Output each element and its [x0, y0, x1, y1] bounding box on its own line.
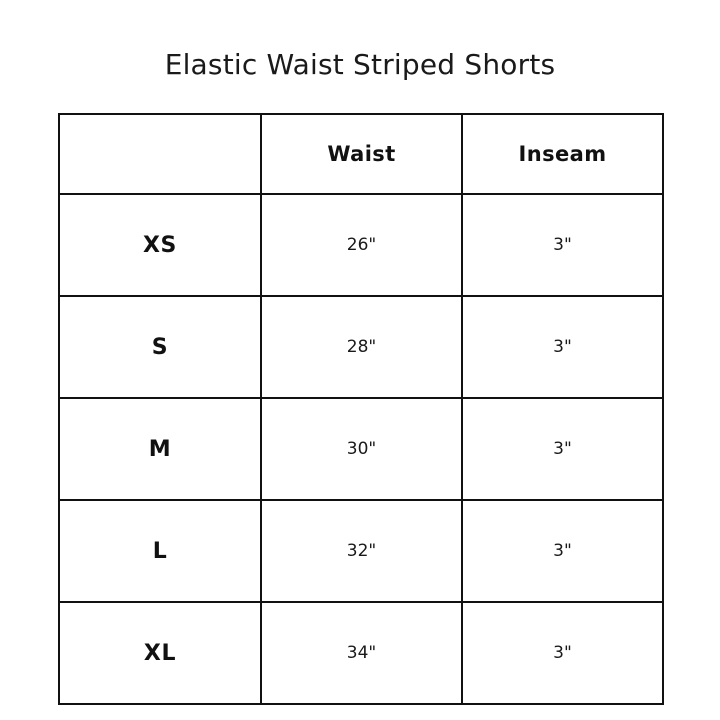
column-header-waist: Waist: [261, 114, 462, 194]
table-body: [59, 194, 663, 704]
row-inseam-value: 3": [462, 398, 663, 500]
row-inseam-value: 3": [462, 296, 663, 398]
row-size-label: L: [59, 500, 261, 602]
row-waist-value: 32": [261, 500, 462, 602]
table-row: [59, 602, 663, 704]
column-header-inseam: Inseam: [462, 114, 663, 194]
row-size-label: XL: [59, 602, 261, 704]
table-header-row: [59, 114, 663, 194]
row-waist-value: 30": [261, 398, 462, 500]
row-waist-value: 34": [261, 602, 462, 704]
row-waist-value: 28": [261, 296, 462, 398]
row-inseam-value: 3": [462, 194, 663, 296]
row-size-label: XS: [59, 194, 261, 296]
size-chart-table: [58, 113, 664, 705]
row-inseam-value: 3": [462, 602, 663, 704]
table-row: [59, 500, 663, 602]
table-row: [59, 398, 663, 500]
table-row: [59, 194, 663, 296]
page-title: Elastic Waist Striped Shorts: [164, 48, 556, 81]
row-inseam-value: 3": [462, 500, 663, 602]
table-row: [59, 296, 663, 398]
table-corner-cell: [59, 114, 261, 194]
row-size-label: M: [59, 398, 261, 500]
row-waist-value: 26": [261, 194, 462, 296]
table-header: [59, 114, 663, 194]
row-size-label: S: [59, 296, 261, 398]
